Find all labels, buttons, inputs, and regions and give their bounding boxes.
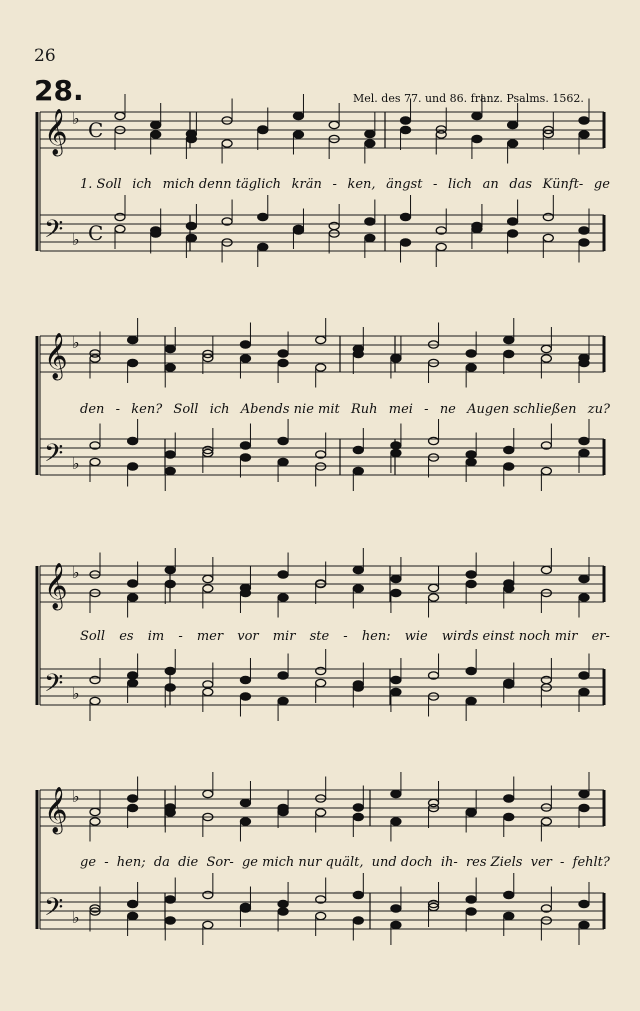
alto-note (466, 809, 476, 816)
tenor-note (128, 672, 138, 679)
tenor-note (353, 446, 363, 453)
soprano-note (128, 795, 138, 802)
soprano-note (329, 121, 339, 128)
flat-icon: ♭ (72, 454, 80, 473)
tenor-note (579, 900, 589, 907)
soprano-note (293, 112, 303, 119)
alto-note (240, 589, 250, 596)
lyric-syllable: vor (237, 629, 259, 644)
bass-note (579, 239, 589, 246)
bass-note (508, 230, 518, 237)
alto-note (258, 126, 268, 133)
lyric-syllable: an (482, 177, 499, 192)
soprano-note (466, 571, 476, 578)
lyric-syllable: ne (439, 402, 456, 417)
tenor-note (541, 676, 551, 683)
soprano-note (128, 580, 138, 587)
alto-note (293, 131, 303, 138)
tenor-note (165, 667, 175, 674)
tenor-note (579, 672, 589, 679)
bass-note (391, 688, 401, 695)
alto-note (278, 594, 288, 601)
soprano-note (203, 790, 213, 797)
bass-note (436, 243, 446, 250)
soprano-note (466, 350, 476, 357)
tenor-note (579, 227, 589, 234)
bass-note (240, 693, 250, 700)
treble-clef-icon: 𝄞 (44, 787, 68, 833)
bass-note (186, 234, 196, 241)
treble-clef-icon: 𝄞 (44, 563, 68, 609)
tenor-note (329, 222, 339, 229)
flat-icon: ♭ (72, 908, 80, 927)
alto-note (165, 364, 175, 371)
alto-note (278, 804, 288, 811)
tenor-note (391, 905, 401, 912)
soprano-note (240, 341, 250, 348)
bass-note (240, 903, 250, 910)
alto-note (316, 809, 326, 816)
bass-note (240, 454, 250, 461)
bass-note (504, 912, 514, 919)
lyric-syllable: fehlt? (572, 855, 610, 870)
bass-clef-icon: 𝄢 (44, 893, 64, 928)
bass-note (90, 697, 100, 704)
alto-note (353, 350, 363, 357)
tenor-note (165, 451, 175, 458)
bass-note (90, 458, 100, 465)
alto-note (504, 585, 514, 592)
bass-note (541, 467, 551, 474)
bass-note (203, 688, 213, 695)
tenor-note (278, 900, 288, 907)
alto-note (579, 594, 589, 601)
tenor-note (115, 213, 125, 220)
bass-note (365, 234, 375, 241)
bass-note (353, 467, 363, 474)
soprano-note (504, 336, 514, 343)
tenor-note (165, 896, 175, 903)
tenor-note (353, 891, 363, 898)
bass-note (258, 243, 268, 250)
bass-note (165, 467, 175, 474)
lyric-syllable: Abends nie mit (240, 402, 340, 417)
bass-note (165, 684, 175, 691)
lyrics-line-4 (80, 855, 610, 870)
tenor-note (278, 437, 288, 444)
soprano-note (90, 808, 100, 815)
alto-note (391, 818, 401, 825)
flat-icon: ♭ (72, 109, 80, 128)
tenor-note (391, 442, 401, 449)
lyric-syllable: Ruh (350, 402, 378, 417)
soprano-note (504, 795, 514, 802)
lyric-syllable: die (178, 855, 199, 870)
lyric-syllable: mich denn täglich (162, 177, 282, 192)
alto-note (353, 585, 363, 592)
lyric-syllable: ken? (131, 402, 163, 417)
alto-note (90, 818, 100, 825)
bass-note (316, 912, 326, 919)
lyric-syllable: den (80, 402, 105, 417)
hymn-number: 28. (34, 74, 84, 107)
lyric-syllable: Augen schließen (467, 402, 577, 417)
lyric-syllable: ge (593, 177, 610, 192)
lyric-syllable: das (509, 177, 533, 192)
alto-note (128, 594, 138, 601)
alto-note (203, 585, 213, 592)
tenor-note (365, 218, 375, 225)
tenor-note (504, 891, 514, 898)
tenor-note (316, 667, 326, 674)
bass-note (278, 908, 288, 915)
bass-note (128, 679, 138, 686)
soprano-note (278, 571, 288, 578)
bass-note (316, 679, 326, 686)
tenor-note (240, 442, 250, 449)
lyric-syllable: da (153, 855, 170, 870)
tenor-note (466, 667, 476, 674)
alto-note (436, 131, 446, 138)
alto-note (504, 350, 514, 357)
alto-note (222, 140, 232, 147)
tenor-note (391, 676, 401, 683)
bass-note (466, 697, 476, 704)
lyric-syllable: mei (388, 402, 413, 417)
alto-note (316, 364, 326, 371)
soprano-note (401, 117, 411, 124)
lyric-syllable: ich (209, 402, 230, 417)
bass-note (293, 225, 303, 232)
lyric-syllable: ängst (386, 177, 423, 192)
lyric-syllable: lich (448, 177, 473, 192)
lyric-syllable: - (424, 402, 429, 417)
tenor-note (203, 891, 213, 898)
lyric-syllable: 1. Soll (80, 177, 122, 192)
soprano-note (508, 121, 518, 128)
tenor-note (466, 451, 476, 458)
soprano-note (541, 566, 551, 573)
tenor-note (401, 213, 411, 220)
alto-note (579, 131, 589, 138)
soprano-note (165, 345, 175, 352)
bass-note (203, 921, 213, 928)
soprano-note (128, 336, 138, 343)
bass-note (128, 912, 138, 919)
soprano-note (353, 804, 363, 811)
flat-icon: ♭ (72, 684, 80, 703)
lyric-syllable: es (119, 629, 134, 644)
alto-note (365, 140, 375, 147)
tenor-note (186, 222, 196, 229)
flat-icon: ♭ (72, 563, 80, 582)
tenor-note (128, 900, 138, 907)
bass-note (401, 239, 411, 246)
alto-note (504, 813, 514, 820)
bass-note (466, 458, 476, 465)
lyric-syllable: ge mich nur quält, (241, 855, 364, 870)
bass-note (151, 230, 161, 237)
soprano-note (472, 112, 482, 119)
bass-note (115, 225, 125, 232)
alto-note (391, 355, 401, 362)
alto-note (466, 580, 476, 587)
alto-note (278, 359, 288, 366)
lyric-syllable: ich (132, 177, 152, 192)
lyric-syllable: - (332, 177, 337, 192)
lyric-syllable: mir (272, 629, 296, 644)
tenor-note (508, 218, 518, 225)
bass-clef-icon: 𝄢 (44, 439, 64, 474)
soprano-note (365, 130, 375, 137)
lyric-syllable: ken, (347, 177, 376, 192)
lyrics-line-3 (80, 629, 610, 644)
lyric-syllable: - (178, 629, 183, 644)
tenor-note (258, 213, 268, 220)
soprano-note (115, 112, 125, 119)
bass-note (165, 917, 175, 924)
lyric-syllable: und doch (371, 855, 433, 870)
lyric-syllable: im (147, 629, 165, 644)
lyric-syllable: Sor- (206, 855, 234, 870)
lyrics-line-2 (80, 402, 610, 417)
treble-clef-icon: 𝄞 (44, 333, 68, 379)
bass-clef-icon: 𝄢 (44, 215, 64, 250)
alto-note (128, 804, 138, 811)
flat-icon: ♭ (72, 787, 80, 806)
lyric-syllable: - (560, 855, 565, 870)
bass-note (504, 463, 514, 470)
soprano-note (240, 799, 250, 806)
lyric-syllable: wie (404, 629, 428, 644)
bass-note (278, 697, 288, 704)
lyric-syllable: ste (309, 629, 330, 644)
soprano-note (429, 584, 439, 591)
lyric-syllable: - (433, 177, 438, 192)
page-number: 26 (34, 46, 56, 66)
alto-note (579, 359, 589, 366)
treble-clef-icon: 𝄞 (44, 109, 68, 155)
tenor-note (543, 213, 553, 220)
soprano-note (541, 345, 551, 352)
lyric-syllable: er- (591, 629, 610, 644)
alto-note (466, 364, 476, 371)
alto-note (90, 355, 100, 362)
bass-note (128, 463, 138, 470)
soprano-note (391, 790, 401, 797)
bass-note (472, 225, 482, 232)
lyric-syllable: ver (530, 855, 552, 870)
soprano-note (316, 336, 326, 343)
bass-note (504, 679, 514, 686)
bass-note (466, 908, 476, 915)
soprano-note (579, 117, 589, 124)
soprano-note (278, 350, 288, 357)
lyrics-line-1 (80, 177, 610, 192)
lyric-syllable: hen: (361, 629, 391, 644)
alto-note (240, 355, 250, 362)
soprano-note (151, 121, 161, 128)
tenor-note (466, 896, 476, 903)
tenor-note (240, 676, 250, 683)
alto-note (353, 813, 363, 820)
lyric-syllable: krän (291, 177, 322, 192)
tenor-note (90, 676, 100, 683)
alto-note (401, 126, 411, 133)
tenor-note (278, 672, 288, 679)
lyric-syllable: Soll (80, 629, 106, 644)
lyric-syllable: - (115, 402, 121, 417)
lyric-syllable: mer (196, 629, 224, 644)
lyric-syllable: - (104, 855, 109, 870)
bass-note (353, 917, 363, 924)
alto-note (240, 818, 250, 825)
alto-note (541, 818, 551, 825)
alto-note (391, 589, 401, 596)
alto-note (472, 135, 482, 142)
lyric-syllable: res Ziels (465, 855, 523, 870)
flat-icon: ♭ (72, 230, 80, 249)
common-time-icon: C (88, 118, 104, 142)
bass-note (353, 684, 363, 691)
bass-note (278, 458, 288, 465)
alto-note (151, 131, 161, 138)
alto-note (541, 355, 551, 362)
melody-reference: Mel. des 77. und 86. franz. Psalms. 1562. (353, 92, 584, 105)
tenor-note (128, 437, 138, 444)
soprano-note (165, 566, 175, 573)
tenor-note (429, 437, 439, 444)
alto-note (429, 594, 439, 601)
bass-note (579, 688, 589, 695)
soprano-note (353, 566, 363, 573)
alto-note (165, 809, 175, 816)
soprano-note (203, 575, 213, 582)
bass-note (391, 921, 401, 928)
lyric-syllable: zu? (587, 402, 610, 417)
alto-note (165, 580, 175, 587)
lyric-syllable: ih- (440, 855, 458, 870)
soprano-note (391, 575, 401, 582)
bass-note (579, 921, 589, 928)
tenor-note (504, 446, 514, 453)
lyric-syllable: Künft- (542, 177, 584, 192)
soprano-note (579, 790, 589, 797)
lyric-syllable: Soll (173, 402, 199, 417)
bass-clef-icon: 𝄢 (44, 669, 64, 704)
flat-icon: ♭ (72, 333, 80, 352)
tenor-note (579, 437, 589, 444)
lyric-syllable: - (343, 629, 348, 644)
alto-note (508, 140, 518, 147)
alto-note (579, 804, 589, 811)
lyric-syllable: hen; (116, 855, 146, 870)
bass-note (391, 449, 401, 456)
alto-note (128, 359, 138, 366)
bass-note (579, 449, 589, 456)
common-time-icon: C (88, 221, 104, 245)
lyric-syllable: wirds einst noch mir (441, 629, 578, 644)
soprano-note (579, 575, 589, 582)
lyric-syllable: ge (80, 855, 97, 870)
alto-note (186, 135, 196, 142)
bass-note (543, 234, 553, 241)
